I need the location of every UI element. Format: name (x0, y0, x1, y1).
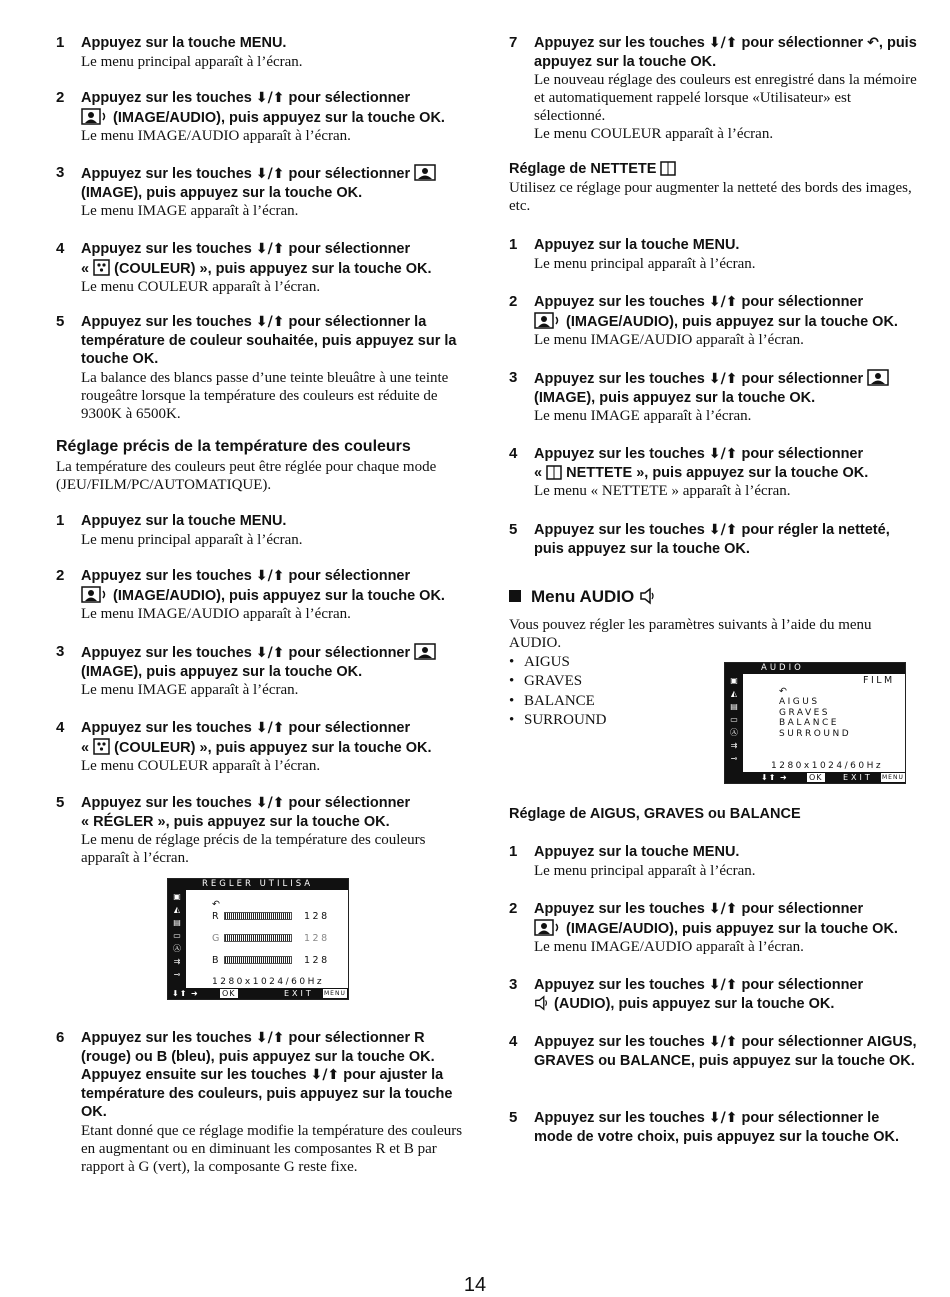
step-instruction: (IMAGE/AUDIO), puis appuyez sur la touche OK. (566, 920, 898, 937)
key-icon: ⊸ (730, 754, 738, 763)
osd-row-label: B (212, 955, 222, 966)
step-number: 1 (56, 512, 65, 529)
step-description: Le menu COULEUR apparaît à l’écran. (81, 279, 321, 295)
screen-icon: ▤ (730, 702, 738, 711)
step-instruction: Appuyez sur les touches (81, 720, 256, 736)
osd-menu: MENU (324, 990, 346, 997)
sharpness-icon (660, 161, 676, 176)
step-5-temperature (56, 313, 468, 423)
list-item: • SURROUND (509, 711, 607, 730)
step-b2-image-audio (56, 567, 468, 623)
step-a2-image-audio (509, 900, 921, 956)
step-b5-regler (56, 794, 468, 867)
step-description: Etant donné que ce réglage modifie la température des couleurs en augmentant ou en diminuant les composantes R et B par rapport à G (vert), la composante G reste fixe. (81, 1122, 463, 1175)
osd-row-value: 128 (304, 933, 330, 944)
return-arrow-icon: ↶ (867, 35, 879, 51)
step-instruction: pour sélectionner (741, 371, 864, 387)
step-number: 2 (509, 293, 518, 310)
step-number: 4 (56, 719, 65, 736)
step-description: Le menu IMAGE/AUDIO apparaît à l’écran. (81, 606, 351, 622)
osd-sidebar (725, 674, 743, 772)
down-up-arrows-icon: ⬇/⬆ (708, 446, 738, 462)
step-instruction: (COULEUR) », puis appuyez sur la touche OK. (114, 739, 432, 756)
osd-row-value: 128 (304, 911, 330, 922)
down-up-arrows-icon: ⬇/⬆ (255, 166, 285, 182)
step-instruction: pour sélectionner le mode de votre choix, puis appuyez sur la touche OK. (534, 1110, 899, 1145)
step-instruction: pour sélectionner (741, 446, 864, 462)
list-item: • GRAVES (509, 672, 607, 691)
down-up-arrows-icon: ⬇/⬆ (255, 795, 285, 811)
return-arrow-icon: ↶ (779, 686, 790, 697)
osd-audio-menu (724, 662, 906, 784)
step-instruction: pour sélectionner (741, 901, 864, 917)
step-number: 5 (56, 794, 65, 811)
screen-icon: ▤ (173, 918, 181, 927)
image-audio-icon: ▣ (173, 892, 181, 901)
input-icon: ⇉ (730, 741, 738, 750)
step-instruction: Appuyez sur les touches (81, 90, 256, 106)
step-instruction: pour sélectionner (741, 977, 864, 993)
osd-regler-utilisa (167, 878, 349, 1000)
step-instruction: Appuyez sur la touche MENU. (81, 513, 287, 529)
step-instruction: pour sélectionner (288, 645, 411, 661)
step-number: 3 (509, 369, 518, 386)
return-arrow-icon: ↶ (212, 899, 223, 910)
section-title: Réglage précis de la température des couleurs (56, 438, 411, 455)
step-number: 3 (56, 164, 65, 181)
osd-menu: MENU (882, 774, 904, 781)
step-number: 5 (56, 313, 65, 330)
step-instruction: pour sélectionner (288, 90, 411, 106)
audio-menu-heading (509, 586, 657, 608)
step-instruction: Appuyez sur les touches (534, 446, 709, 462)
menu-icon: ▭ (730, 715, 738, 724)
step-number: 4 (509, 1033, 518, 1050)
down-up-arrows-icon: ⬇/⬆ (255, 314, 285, 330)
step-description: Le menu IMAGE apparaît à l’écran. (81, 682, 299, 698)
speaker-icon (639, 587, 657, 605)
step-description: Le menu principal apparaît à l’écran. (81, 53, 303, 70)
step-instruction: Appuyez sur les touches (534, 35, 709, 51)
menu-icon: ▭ (173, 931, 181, 940)
step-instruction: Appuyez sur les touches (81, 1030, 256, 1046)
step-description: Le menu COULEUR apparaît à l’écran. (81, 758, 321, 774)
step-instruction: (IMAGE), puis appuyez sur la touche OK. (534, 389, 816, 406)
step-instruction: pour sélectionner (288, 720, 411, 736)
step-instruction: « (534, 464, 547, 481)
step-instruction: (IMAGE/AUDIO), puis appuyez sur la touche OK. (566, 313, 898, 330)
step-instruction: (AUDIO), puis appuyez sur la touche OK. (554, 995, 835, 1012)
osd-row-value: 128 (304, 955, 330, 966)
osd-title: AUDIO (725, 663, 905, 674)
step-number: 2 (509, 900, 518, 917)
osd-item: BALANCE (779, 718, 839, 728)
input-icon: ⇉ (173, 957, 181, 966)
osd-mode: FILM (863, 675, 895, 686)
square-bullet-icon (509, 590, 521, 602)
osd-title: REGLER UTILISA (168, 879, 348, 890)
osd-exit: EXIT (284, 989, 314, 998)
step-instruction: Appuyez sur la touche MENU. (534, 237, 740, 253)
down-up-arrows-icon: ⬇/⬆ (255, 568, 285, 584)
step-instruction: Appuyez sur la touche MENU. (81, 35, 287, 51)
step-description: Le menu IMAGE/AUDIO apparaît à l’écran. (534, 332, 804, 348)
audio-menu-title: Menu AUDIO (531, 587, 635, 606)
osd-footer (725, 772, 905, 783)
step-4-color (56, 240, 468, 296)
step-instruction: (IMAGE/AUDIO), puis appuyez sur la touche OK. (113, 587, 445, 604)
step-description: Le menu « NETTETE » apparaît à l’écran. (534, 483, 791, 499)
color-icon (93, 259, 110, 276)
step-instruction: pour sélectionner (288, 241, 411, 257)
image-audio-icon (534, 312, 562, 329)
osd-level-bar-g (224, 934, 292, 942)
step-instruction: pour sélectionner R (rouge) ou B (bleu), puis appuyez sur la touche OK. Appuyez ensuite sur les touches (81, 1030, 435, 1083)
step-instruction: pour sélectionner (288, 166, 411, 182)
down-up-arrows-icon: ⬇/⬆ (708, 522, 738, 538)
step-instruction: Appuyez sur les touches (81, 314, 256, 330)
step-number: 2 (56, 89, 65, 106)
step-instruction: pour sélectionner (741, 294, 864, 310)
step-number: 4 (509, 445, 518, 462)
down-up-arrows-icon: ⬇⬆ ➜ (172, 989, 199, 998)
osd-items (779, 697, 851, 739)
down-up-arrows-icon: ⬇/⬆ (255, 720, 285, 736)
step-instruction: , puis appuyez sur la touche OK. (534, 35, 917, 70)
osd-item: AIGUS (779, 697, 820, 707)
osd-ok: OK (809, 773, 823, 782)
page-number: 14 (463, 1274, 487, 1296)
osd-level-bar-r (224, 912, 292, 920)
down-up-arrows-icon: ⬇/⬆ (708, 371, 738, 387)
step-instruction: (IMAGE), puis appuyez sur la touche OK. (81, 184, 363, 201)
down-up-arrows-icon: ⬇/⬆ (708, 35, 738, 51)
image-audio-icon (534, 919, 562, 936)
language-icon: Ⓐ (173, 944, 181, 953)
osd-footer (168, 988, 348, 999)
step-instruction: Appuyez sur les touches (534, 522, 709, 538)
osd-sidebar (168, 890, 186, 988)
step-number: 5 (509, 521, 518, 538)
step-instruction: Appuyez sur les touches (534, 901, 709, 917)
step-instruction: Appuyez sur la touche MENU. (534, 844, 740, 860)
color-icon (93, 738, 110, 755)
step-instruction: Appuyez sur les touches (534, 977, 709, 993)
step-instruction: Appuyez sur les touches (81, 568, 256, 584)
osd-resolution: 1280x1024/60Hz (212, 977, 325, 987)
osd-item: SURROUND (779, 728, 852, 739)
step-instruction: Appuyez sur les touches (81, 166, 256, 182)
osd-exit: EXIT (843, 773, 873, 782)
nettete-heading (509, 160, 676, 178)
step-instruction: Appuyez sur les touches (534, 1034, 709, 1050)
list-item: • AIGUS (509, 653, 607, 672)
step-instruction: pour sélectionner (288, 568, 411, 584)
step-n4-nettete (509, 445, 921, 500)
speaker-icon (534, 995, 550, 1011)
step-instruction: « RÉGLER », puis appuyez sur la touche OK. (81, 813, 390, 830)
down-up-arrows-icon: ⬇/⬆ (310, 1067, 340, 1083)
step-description: Le menu IMAGE apparaît à l’écran. (81, 203, 299, 219)
step-description: Le nouveau réglage des couleurs est enregistré dans la mémoire et automatiquement rappelé lorsque «Utilisateur» est sélectionné. (534, 72, 917, 124)
osd-ok: OK (222, 989, 236, 998)
step-instruction: pour régler la netteté, puis appuyez sur la touche OK. (534, 522, 890, 557)
step-b1-menu (56, 512, 468, 549)
list-item: • BALANCE (509, 692, 607, 711)
step-a1-menu (509, 843, 921, 880)
step-number: 1 (509, 843, 518, 860)
step-instruction: Appuyez sur les touches (81, 795, 256, 811)
adjust-icon: ◭ (173, 905, 181, 914)
down-up-arrows-icon: ⬇/⬆ (255, 241, 285, 257)
step-b4-color (56, 719, 468, 775)
step-instruction: pour sélectionner la température de couleur souhaitée, puis appuyez sur la touche OK. (81, 314, 457, 367)
step-description: Le menu IMAGE apparaît à l’écran. (534, 408, 752, 424)
step-description: Le menu COULEUR apparaît à l’écran. (534, 126, 774, 142)
audio-parameter-list (509, 653, 607, 730)
step-b6-adjust (56, 1029, 468, 1176)
adjust-icon: ◭ (730, 689, 738, 698)
step-1-menu (56, 34, 468, 71)
step-instruction: « (81, 739, 94, 756)
step-n3-image (509, 369, 921, 425)
osd-row-label: G (212, 933, 222, 944)
step-number: 1 (56, 34, 65, 51)
image-icon (414, 164, 436, 181)
step-2-image-audio (56, 89, 468, 145)
step-3-image (56, 164, 468, 220)
step-number: 5 (509, 1109, 518, 1126)
image-icon (867, 369, 889, 386)
image-audio-icon (81, 108, 109, 125)
image-icon (414, 643, 436, 660)
step-instruction: Appuyez sur les touches (81, 241, 256, 257)
step-number: 2 (56, 567, 65, 584)
down-up-arrows-icon: ⬇/⬆ (708, 1110, 738, 1126)
step-instruction: Appuyez sur les touches (534, 1110, 709, 1126)
step-instruction: Appuyez sur les touches (534, 371, 709, 387)
step-instruction: (IMAGE/AUDIO), puis appuyez sur la touche OK. (113, 109, 445, 126)
step-instruction: NETTETE », puis appuyez sur la touche OK. (562, 464, 869, 481)
step-number: 4 (56, 240, 65, 257)
step-description: Le menu principal apparaît à l’écran. (534, 862, 756, 879)
step-instruction: Appuyez sur les touches (81, 645, 256, 661)
step-instruction: pour ajuster la température des couleurs, puis appuyez sur la touche OK. (81, 1067, 453, 1120)
step-description: Le menu de réglage précis de la température des couleurs apparaît à l’écran. (81, 832, 426, 866)
section-description: La température des couleurs peut être réglée pour chaque mode (JEU/FILM/PC/AUTOMATIQUE). (56, 459, 437, 493)
aigus-heading: Réglage de AIGUS, GRAVES ou BALANCE (509, 806, 801, 822)
step-a3-audio (509, 976, 921, 1013)
osd-row-label: R (212, 911, 222, 922)
step-number: 1 (509, 236, 518, 253)
osd-level-bar-b (224, 956, 292, 964)
step-instruction: « (81, 260, 94, 277)
step-number: 7 (509, 34, 518, 51)
step-description: Le menu principal apparaît à l’écran. (81, 531, 303, 548)
language-icon: Ⓐ (730, 728, 738, 737)
image-audio-icon: ▣ (730, 676, 738, 685)
step-n5-adjust (509, 521, 921, 558)
step-number: 6 (56, 1029, 65, 1046)
step-number: 3 (56, 643, 65, 660)
step-a5-mode (509, 1109, 921, 1146)
step-instruction: (IMAGE), puis appuyez sur la touche OK. (81, 663, 363, 680)
osd-item: GRAVES (779, 707, 830, 718)
step-instruction: (COULEUR) », puis appuyez sur la touche OK. (114, 260, 432, 277)
step-number: 3 (509, 976, 518, 993)
audio-description: Vous pouvez régler les paramètres suivants à l’aide du menu AUDIO. (509, 617, 872, 651)
step-instruction: pour sélectionner AIGUS, GRAVES ou BALANCE, puis appuyez sur la touche OK. (534, 1034, 917, 1069)
step-description: La balance des blancs passe d’une teinte bleuâtre à une teinte rougeâtre lorsque la température des couleurs est réduite de 9300K à 6500K. (81, 369, 449, 422)
step-instruction: pour sélectionner (741, 35, 864, 51)
step-n2-image-audio (509, 293, 921, 349)
step-description: Le menu principal apparaît à l’écran. (534, 255, 756, 272)
step-description: Le menu IMAGE/AUDIO apparaît à l’écran. (534, 939, 804, 955)
down-up-arrows-icon: ⬇/⬆ (255, 1030, 285, 1046)
step-7-return (509, 34, 921, 143)
step-description: Le menu IMAGE/AUDIO apparaît à l’écran. (81, 128, 351, 144)
nettete-description: Utilisez ce réglage pour augmenter la netteté des bords des images, etc. (509, 180, 912, 214)
down-up-arrows-icon: ⬇/⬆ (708, 977, 738, 993)
osd-resolution: 1280x1024/60Hz (771, 761, 884, 771)
nettete-title: Réglage de NETTETE (509, 161, 657, 177)
down-up-arrows-icon: ⬇/⬆ (708, 294, 738, 310)
step-instruction: Appuyez sur les touches (534, 294, 709, 310)
down-up-arrows-icon: ⬇⬆ ➜ (761, 773, 788, 782)
down-up-arrows-icon: ⬇/⬆ (255, 645, 285, 661)
step-instruction: pour sélectionner (288, 795, 411, 811)
image-audio-icon (81, 586, 109, 603)
step-n1-menu (509, 236, 921, 273)
sharpness-icon (546, 465, 562, 480)
step-a4-select (509, 1033, 921, 1070)
key-icon: ⊸ (173, 970, 181, 979)
step-b3-image (56, 643, 468, 699)
down-up-arrows-icon: ⬇/⬆ (255, 90, 285, 106)
down-up-arrows-icon: ⬇/⬆ (708, 1034, 738, 1050)
down-up-arrows-icon: ⬇/⬆ (708, 901, 738, 917)
